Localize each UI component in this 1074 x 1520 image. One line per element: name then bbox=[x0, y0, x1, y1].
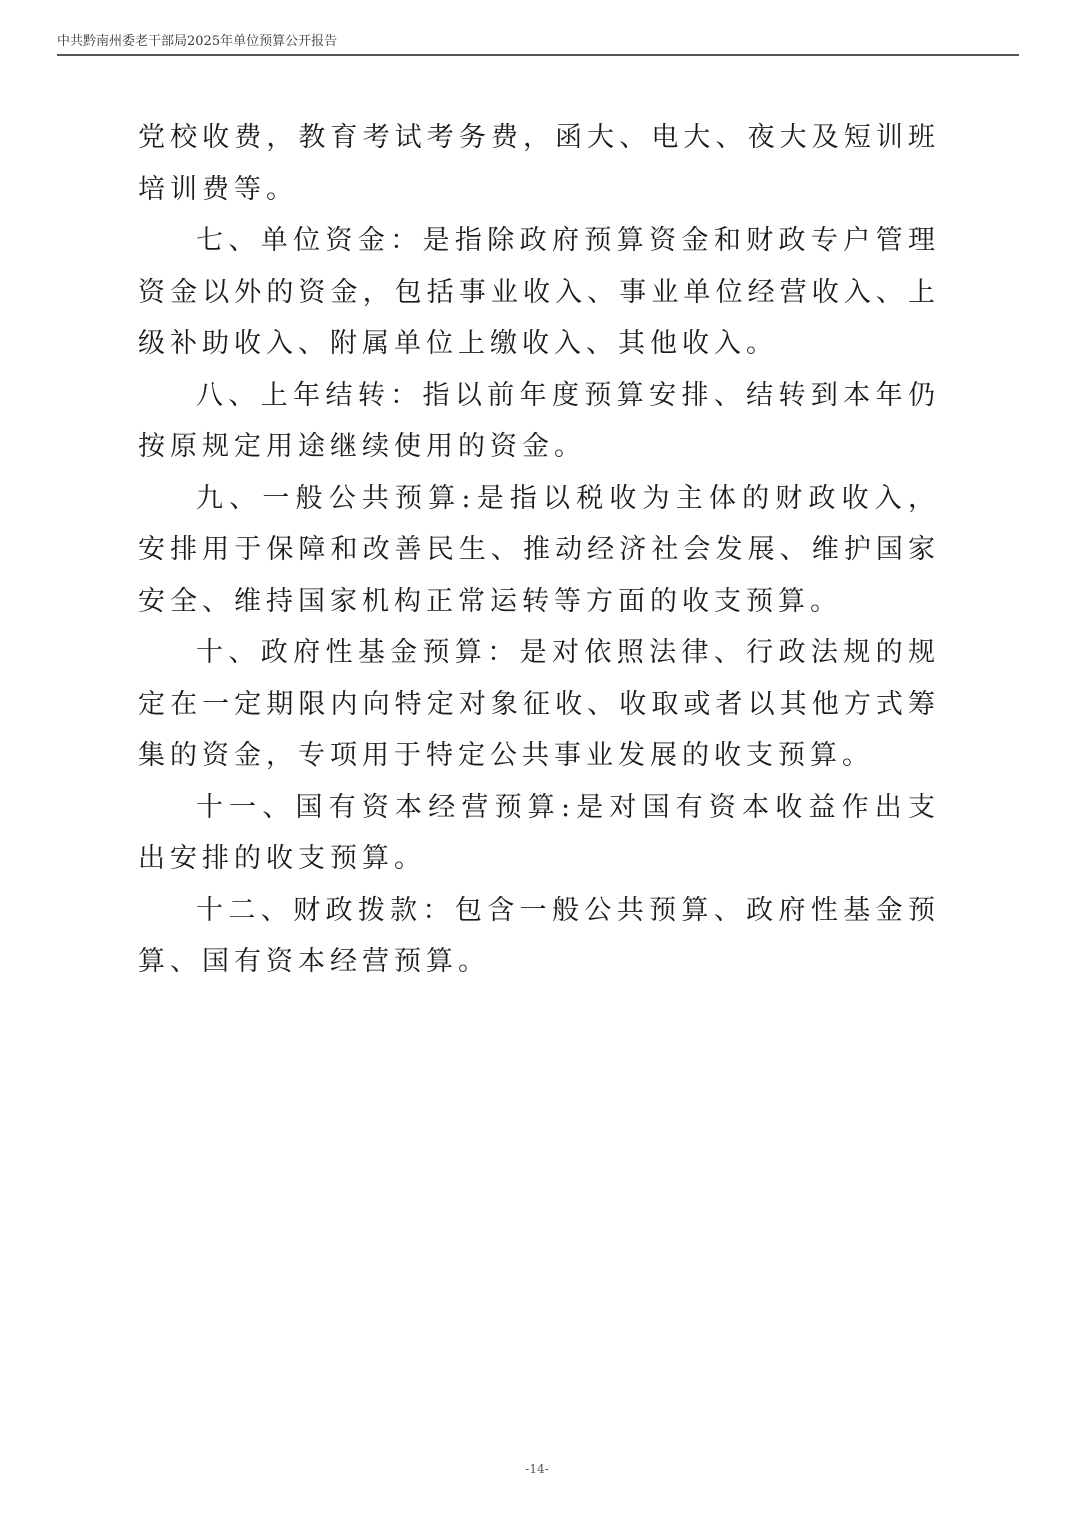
paragraph-prior-year-carryover: 八、上年结转：指以前年度预算安排、结转到本年仍按原规定用途继续使用的资金。 bbox=[138, 379, 940, 462]
paragraph-continuation: 党校收费，教育考试考务费，函大、电大、夜大及短训班培训费等。 bbox=[138, 122, 940, 205]
page-number: -14- bbox=[525, 1462, 549, 1476]
document-body bbox=[138, 112, 940, 988]
paragraph-fiscal-appropriation: 十二、财政拨款：包含一般公共预算、政府性基金预算、国有资本经营预算。 bbox=[138, 894, 940, 977]
paragraph-general-public-budget: 九、一般公共预算:是指以税收为主体的财政收入，安排用于保障和改善民生、推动经济社会发展、维护国家安全、维持国家机构正常运转等方面的收支预算。 bbox=[138, 482, 940, 617]
header-divider bbox=[57, 54, 1019, 56]
page-header-title: 中共黔南州委老干部局2025年单位预算公开报告 bbox=[57, 34, 338, 49]
paragraph-unit-funds: 七、单位资金：是指除政府预算资金和财政专户管理资金以外的资金，包括事业收入、事业单位经营收入、上级补助收入、附属单位上缴收入、其他收入。 bbox=[138, 225, 940, 359]
paragraph-government-fund-budget: 十、政府性基金预算：是对依照法律、行政法规的规定在一定期限内向特定对象征收、收取或者以其他方式筹集的资金，专项用于特定公共事业发展的收支预算。 bbox=[138, 637, 940, 771]
paragraph-state-capital-budget: 十一、国有资本经营预算:是对国有资本收益作出支出安排的收支预算。 bbox=[138, 791, 940, 874]
